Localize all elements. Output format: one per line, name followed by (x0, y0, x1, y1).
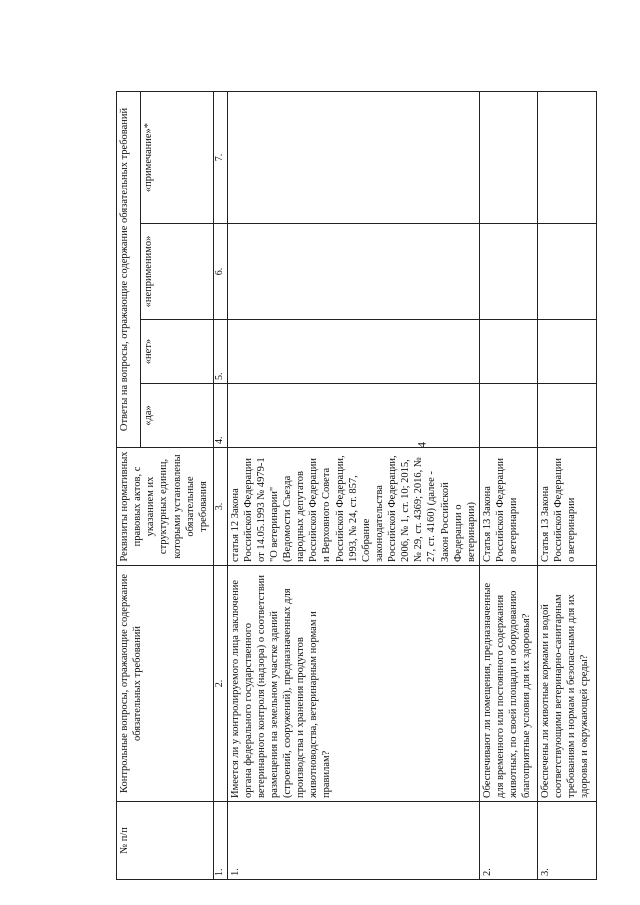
header-not-applicable: «неприменимо» (141, 224, 214, 320)
row-question: Обеспечены ли животные кормами и водой соответствующими ветеринарно-санитарным требованиям и нормам и безопасными для их здоровья и окружающей среды? (537, 566, 596, 802)
header-answers: Ответы на вопросы, отражающие содержание обязательных требований (117, 92, 141, 448)
row-requisites: Статья 13 Закона Российской Федерации о ветеринарии (537, 448, 596, 566)
answer-note-cell[interactable] (479, 92, 537, 224)
row-number: 2. (479, 802, 537, 880)
answer-note-cell[interactable] (537, 92, 596, 224)
answer-not-applicable-cell[interactable] (537, 224, 596, 320)
column-number: 4. (214, 384, 228, 448)
header-yes: «да» (141, 384, 214, 448)
rotated-table-container (116, 92, 591, 880)
answer-no-cell[interactable] (479, 320, 537, 384)
page-number: 4 (414, 442, 429, 448)
requirements-table (116, 91, 597, 880)
answer-note-cell[interactable] (227, 92, 479, 224)
row-requisites: Статья 13 Закона Российской Федерации о ветеринарии (479, 448, 537, 566)
answer-yes-cell[interactable] (227, 384, 479, 448)
header-note: «примечание»* (141, 92, 214, 224)
row-number: 3. (537, 802, 596, 880)
answer-no-cell[interactable] (227, 320, 479, 384)
answer-yes-cell[interactable] (479, 384, 537, 448)
answer-no-cell[interactable] (537, 320, 596, 384)
table-row (537, 92, 596, 880)
column-number: 7. (214, 92, 228, 224)
row-number: 1. (227, 802, 479, 880)
row-question: Имеется ли у контролируемого лица заключение органа федерального государственного ветеринарного контроля (надзора) о соответствии размещения на земельном участке зданий (строений, сооружений), предназначенных для производства и хранения продуктов животноводства, ветеринарным нормам и правилам? (227, 566, 479, 802)
row-question: Обеспечивают ли помещения, предназначенные для временного или постоянного содержания животных, по своей площади и оборудованию благоприятные условия для их здоровья? (479, 566, 537, 802)
header-number: № п/п (117, 802, 214, 880)
header-no-answer: «нет» (141, 320, 214, 384)
column-number: 5. (214, 320, 228, 384)
header-question: Контрольные вопросы, отражающие содержание обязательных требований (117, 566, 214, 802)
column-number: 2. (214, 566, 228, 802)
header-requisites: Реквизиты нормативных правовых актов, с указанием их структурных единиц, которыми установлены обязательные требования (117, 448, 214, 566)
table-row (227, 92, 479, 880)
table-row (479, 92, 537, 880)
answer-not-applicable-cell[interactable] (479, 224, 537, 320)
answer-not-applicable-cell[interactable] (227, 224, 479, 320)
column-number: 6. (214, 224, 228, 320)
header-row-1 (117, 92, 141, 880)
column-number: 3. (214, 448, 228, 566)
answer-yes-cell[interactable] (537, 384, 596, 448)
row-requisites: статья 12 Закона Российской Федерации от 14.05.1993 № 4979-1 "О ветеринарии" (Ведомости Съезда народных депутатов Российской Федерации и Верховного Совета Российской Федерации, 1993, № 24, ст. 857, Собрание законодательства Российской Федерации, 2006, № 1, ст. 10; 2015, № 29, ст. 4369; 2016, № 27, ст. 4160) (далее - Закон Российской Федерации о ветеринарии) (227, 448, 479, 566)
column-number-row (214, 92, 228, 880)
column-number: 1. (214, 802, 228, 880)
